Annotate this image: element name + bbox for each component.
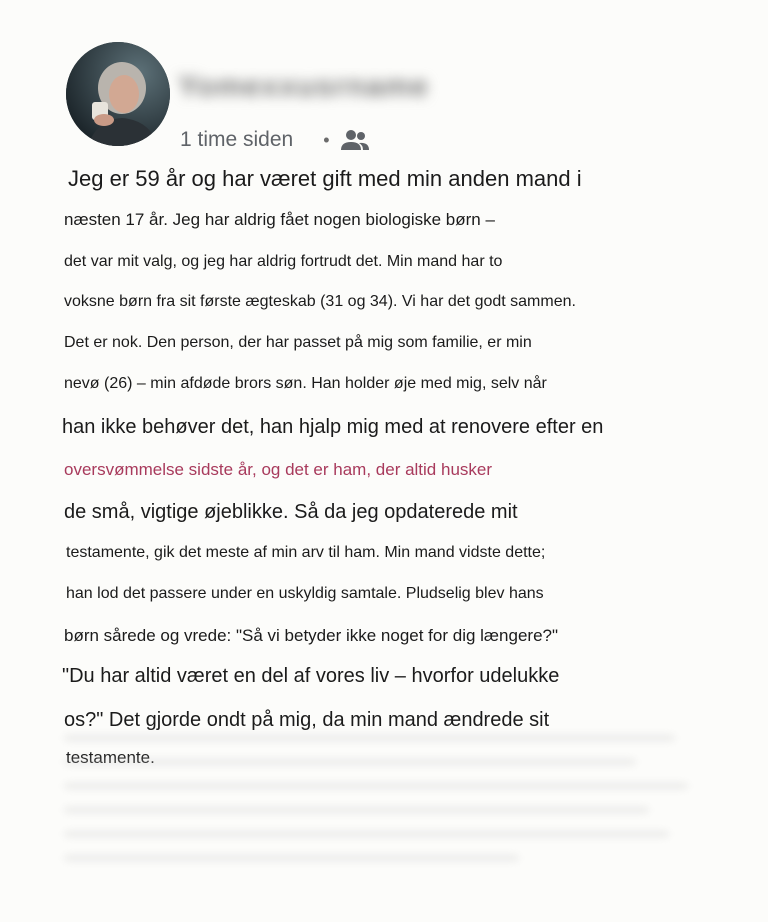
- post-body-line: han lod det passere under en uskyldig samtale. Pludselig blev hans: [66, 585, 544, 602]
- post-body-line: Jeg er 59 år og har været gift med min anden mand i: [68, 166, 582, 191]
- avatar[interactable]: [66, 42, 170, 146]
- post-body-line: os?" Det gjorde ondt på mig, da min mand ændrede sit: [64, 709, 550, 731]
- avatar-image: [66, 42, 170, 146]
- author-name[interactable]: Yomexxusrname: [178, 70, 429, 103]
- post-body-line: "Du har altid været en del af vores liv – hvorfor udelukke: [62, 665, 560, 687]
- post-body-line: voksne børn fra sit første ægteskab (31 og 34). Vi har det godt sammen.: [64, 293, 576, 310]
- post-body-line: Det er nok. Den person, der har passet på mig som familie, er min: [64, 334, 532, 351]
- post-body-line: de små, vigtige øjeblikke. Så da jeg opdaterede mit: [64, 501, 518, 523]
- post-body-line: testamente, gik det meste af min arv til ham. Min mand vidste dette;: [66, 544, 546, 561]
- post-meta: [180, 126, 370, 154]
- post-timestamp[interactable]: 1 time siden: [180, 128, 294, 151]
- meta-separator: •: [323, 129, 330, 150]
- post-body-line: børn sårede og vrede: "Så vi betyder ikke noget for dig længere?": [64, 626, 559, 645]
- post-body-line: det var mit valg, og jeg har aldrig fortrudt det. Min mand har to: [64, 253, 503, 270]
- post-body-line: han ikke behøver det, han hjalp mig med at renovere efter en: [62, 416, 604, 438]
- faded-text-overlay: [64, 735, 714, 915]
- post-body-line: næsten 17 år. Jeg har aldrig fået nogen biologiske børn –: [64, 210, 495, 229]
- post-body-line: testamente.: [66, 748, 155, 767]
- post-body-line: nevø (26) – min afdøde brors søn. Han holder øje med mig, selv når: [64, 375, 547, 392]
- post-body-line-highlight: oversvømmelse sidste år, og det er ham, der altid husker: [64, 460, 493, 479]
- group-people-icon[interactable]: [340, 128, 370, 152]
